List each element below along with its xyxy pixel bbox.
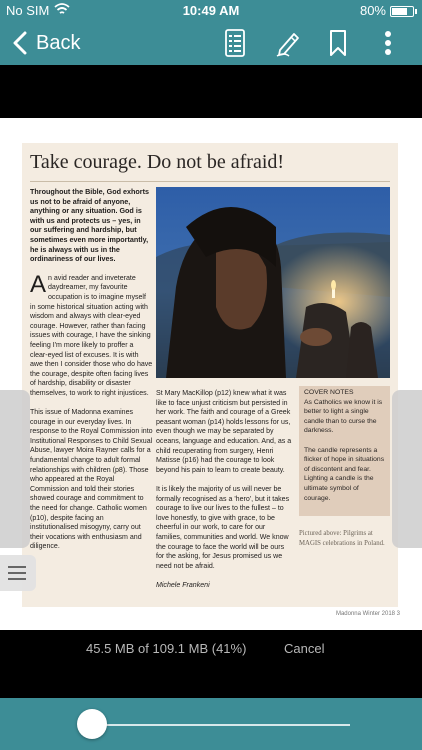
nav-bar xyxy=(0,22,422,65)
prev-page-tab[interactable] xyxy=(0,390,30,548)
bookmark-icon[interactable] xyxy=(328,28,348,58)
battery-percent: 80% xyxy=(359,3,386,18)
contents-list-icon[interactable] xyxy=(222,28,248,58)
page-footer: Madonna Winter 2018 3 xyxy=(335,611,400,617)
battery-icon xyxy=(390,6,414,17)
menu-line xyxy=(8,566,26,568)
cover-notes-box xyxy=(299,386,390,516)
page-slider-bar xyxy=(0,698,422,750)
menu-handle[interactable] xyxy=(0,555,36,591)
article-author: Michele Frankeni xyxy=(156,581,210,589)
back-label: Back xyxy=(36,31,81,54)
menu-line xyxy=(8,572,26,574)
download-progress-bar xyxy=(0,630,422,698)
next-page-tab[interactable] xyxy=(392,390,422,548)
cancel-download-button[interactable]: Cancel xyxy=(284,641,325,656)
article-column-1 xyxy=(30,187,153,562)
article-headline: Take courage. Do not be afraid! xyxy=(30,151,285,173)
article-intro: Throughout the Bible, God exhorts us not to be afraid of anyone, anything or any situation. God is with us and protects us – yes, in our suffering and hardship, but sometimes even more importantly, he is always with us in the ordinariness of our lives. xyxy=(30,187,149,264)
status-time: 10:49 AM xyxy=(182,3,240,18)
magazine-page[interactable] xyxy=(0,118,422,630)
article-paragraph: St Mary MacKillop (p12) knew what it was like to face unjust criticism but persisted in her work. The faith and courage of a Greek peasant woman (p14) holds lessons for us, even though we may be separated by oceans, language and education. And, as a child recuperating from surgery, Henri Matisse (p16) had the courage to look beyond his pain to learn to create beauty. xyxy=(156,390,292,474)
photo-caption: Pictured above: Pilgrims at MAGIS celebrations in Poland. xyxy=(299,530,385,547)
article-paragraph: It is likely the majority of us will never be formally recognised as a 'hero', but it takes courage to live our lives to the fullest – to love honestly, to give with grace, to be cheerful in our work, to care for our families, communities and world. We know the courage to face the world will be ours for the asking, for Jesus promised us we need not be afraid. xyxy=(156,485,290,570)
headline-divider xyxy=(30,181,390,182)
article-paragraph: This issue of Madonna examines courage in our everyday lives. In response to the Royal Commission into Institutional Responses to Child Sexual Abuse, lawyer Moira Rayner calls for a fundamental change to adult formal relationships with children (p8). Those who appeared at the Royal Commission and told their stories showed courage and commitment to the need for change. Catholic women (p10), despite facing an institutionalised misogyny, carry out their vocations with enthusiasm and diligence. xyxy=(30,409,153,551)
cover-notes-title: COVER NOTES xyxy=(304,389,354,396)
battery-fill xyxy=(392,8,407,15)
drop-cap: A xyxy=(30,270,47,298)
article-column-2 xyxy=(156,389,293,600)
page-slider-thumb[interactable] xyxy=(77,709,107,739)
back-button[interactable] xyxy=(12,28,80,58)
status-bar xyxy=(0,0,422,22)
menu-line xyxy=(8,578,26,580)
chevron-left-icon xyxy=(12,31,28,55)
annotate-pencil-icon[interactable] xyxy=(274,28,302,58)
carrier-label: No SIM xyxy=(6,3,50,18)
page-slider-track[interactable] xyxy=(92,724,350,726)
cover-photo-candle-vigil xyxy=(156,187,390,378)
more-options-icon[interactable] xyxy=(378,28,398,58)
cover-notes-text: As Catholics we know it is better to light a single candle than to curse the darkness. xyxy=(304,398,383,435)
page-gutter xyxy=(0,65,422,118)
paragraph-text: n avid reader and inveterate daydreamer, my favourite occupation is to imagine myself in some historical situation acting with wisdom and always with clear-eyed courage. However, rather than facing issues with courage, I have the sinking feeling I'm more likely to proffer a clear-eyed list of excuses. It is with awe then I consider those who do have the courage, despite often facing lives of hardship, disability or disaster themselves, to work to right injustices. xyxy=(30,274,153,397)
article-panel xyxy=(22,143,398,607)
top-bar xyxy=(0,0,422,65)
cover-notes-text: The candle represents a flicker of hope in situations of discontent and fear. Lighting a candle is the ultimate symbol of courage. xyxy=(304,446,385,502)
article-paragraph xyxy=(30,270,153,399)
download-size-text: 45.5 MB of 109.1 MB (41%) xyxy=(86,641,247,656)
